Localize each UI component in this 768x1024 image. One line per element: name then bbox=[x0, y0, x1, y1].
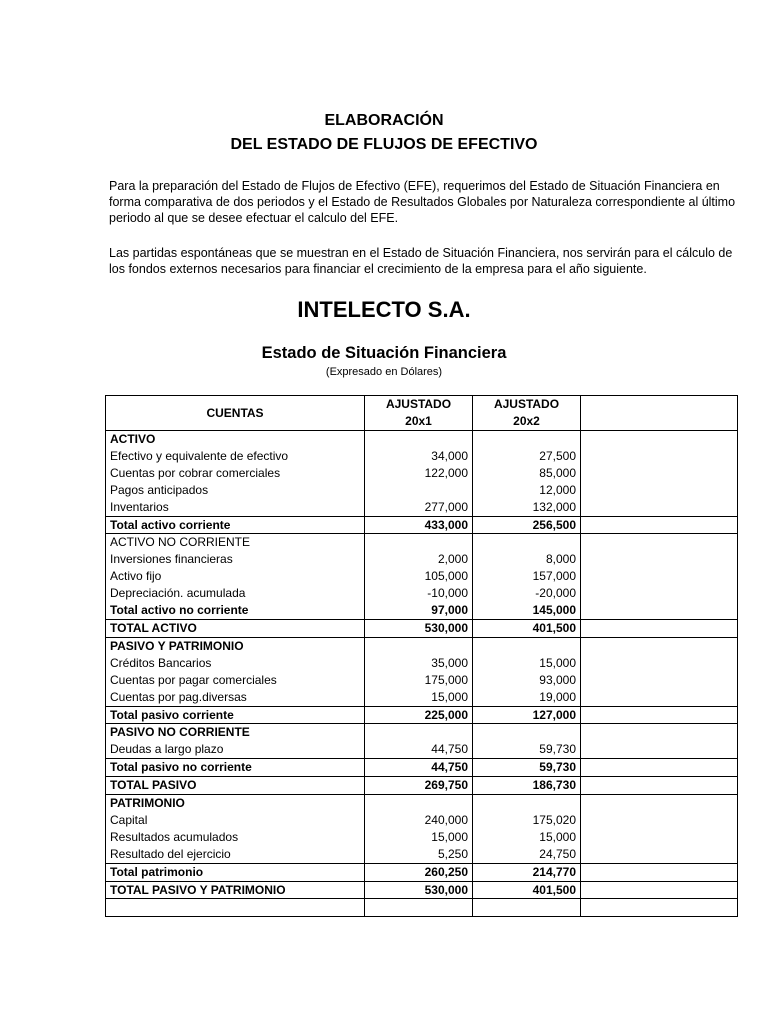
row-label: Total activo no corriente bbox=[106, 602, 365, 619]
row-label: Depreciación. acumulada bbox=[106, 585, 365, 602]
row-empty-cell bbox=[581, 431, 738, 448]
row-empty-cell bbox=[581, 881, 738, 899]
table-row bbox=[106, 759, 738, 777]
row-value-20x2: 186,730 bbox=[473, 777, 581, 795]
row-value-20x1 bbox=[365, 795, 473, 812]
row-label: PATRIMONIO bbox=[106, 795, 365, 812]
row-empty-cell bbox=[581, 741, 738, 758]
table-row bbox=[106, 619, 738, 637]
table-row bbox=[106, 568, 738, 585]
table-row bbox=[106, 863, 738, 881]
row-value-20x1: 433,000 bbox=[365, 516, 473, 534]
row-value-20x1: 105,000 bbox=[365, 568, 473, 585]
row-value-20x1 bbox=[365, 899, 473, 917]
row-label: ACTIVO NO CORRIENTE bbox=[106, 534, 365, 551]
row-value-20x2: 214,770 bbox=[473, 863, 581, 881]
row-label: Resultado del ejercicio bbox=[106, 846, 365, 863]
statement-subtitle: (Expresado en Dólares) bbox=[325, 366, 443, 378]
row-label: PASIVO Y PATRIMONIO bbox=[106, 637, 365, 654]
row-label: Deudas a largo plazo bbox=[106, 741, 365, 758]
row-value-20x2: 19,000 bbox=[473, 689, 581, 706]
company-name: INTELECTO S.A. bbox=[297, 297, 471, 322]
row-label: Total patrimonio bbox=[106, 863, 365, 881]
row-value-20x2: 8,000 bbox=[473, 551, 581, 568]
row-label bbox=[106, 899, 365, 917]
row-empty-cell bbox=[581, 551, 738, 568]
row-value-20x1: 122,000 bbox=[365, 465, 473, 482]
row-value-20x2: 401,500 bbox=[473, 881, 581, 899]
table-row bbox=[106, 741, 738, 758]
row-value-20x1 bbox=[365, 431, 473, 448]
balance-sheet-table-container bbox=[105, 395, 737, 901]
row-empty-cell bbox=[581, 585, 738, 602]
row-value-20x1: 240,000 bbox=[365, 812, 473, 829]
row-empty-cell bbox=[581, 516, 738, 534]
table-row bbox=[106, 689, 738, 706]
row-empty-cell bbox=[581, 899, 738, 917]
table-row bbox=[106, 499, 738, 516]
row-label: TOTAL PASIVO bbox=[106, 777, 365, 795]
table-row bbox=[106, 655, 738, 672]
table-header-row bbox=[106, 396, 738, 431]
header-cuentas: CUENTAS bbox=[106, 396, 365, 431]
intro-paragraph-1: Para la preparación del Estado de Flujos de Efectivo (EFE), requerimos del Estado de Situación Financiera en forma comparativa de dos periodos y el Estado de Resultados Globales por Naturaleza correspondiente al último periodo al que se desee efectuar el calculo del EFE. bbox=[109, 179, 736, 225]
row-value-20x1: 34,000 bbox=[365, 448, 473, 465]
row-value-20x2 bbox=[473, 724, 581, 741]
table-row bbox=[106, 777, 738, 795]
row-value-20x2 bbox=[473, 534, 581, 551]
row-value-20x1: 15,000 bbox=[365, 829, 473, 846]
table-row bbox=[106, 516, 738, 534]
row-value-20x2: 175,020 bbox=[473, 812, 581, 829]
header-col1-line2: 20x1 bbox=[405, 414, 432, 428]
row-empty-cell bbox=[581, 482, 738, 499]
row-empty-cell bbox=[581, 568, 738, 585]
intro-paragraph-2: Las partidas espontáneas que se muestran en el Estado de Situación Financiera, nos servirán para el cálculo de los fondos externos necesarios para financiar el crecimiento de la empresa para el año siguiente. bbox=[109, 246, 733, 276]
row-value-20x2 bbox=[473, 795, 581, 812]
table-row bbox=[106, 672, 738, 689]
row-label: Efectivo y equivalente de efectivo bbox=[106, 448, 365, 465]
row-value-20x1: -10,000 bbox=[365, 585, 473, 602]
row-value-20x2: 256,500 bbox=[473, 516, 581, 534]
table-row bbox=[106, 706, 738, 724]
row-empty-cell bbox=[581, 655, 738, 672]
document-title-line2: DEL ESTADO DE FLUJOS DE EFECTIVO bbox=[230, 136, 538, 153]
row-value-20x1: 269,750 bbox=[365, 777, 473, 795]
row-empty-cell bbox=[581, 499, 738, 516]
row-value-20x2: 24,750 bbox=[473, 846, 581, 863]
row-label: ACTIVO bbox=[106, 431, 365, 448]
row-value-20x2 bbox=[473, 431, 581, 448]
row-value-20x1 bbox=[365, 637, 473, 654]
table-row bbox=[106, 551, 738, 568]
row-label: Créditos Bancarios bbox=[106, 655, 365, 672]
row-empty-cell bbox=[581, 863, 738, 881]
row-value-20x2 bbox=[473, 637, 581, 654]
row-empty-cell bbox=[581, 846, 738, 863]
row-label: Cuentas por cobrar comerciales bbox=[106, 465, 365, 482]
row-empty-cell bbox=[581, 637, 738, 654]
row-value-20x1: 225,000 bbox=[365, 706, 473, 724]
table-row bbox=[106, 482, 738, 499]
table-row bbox=[106, 448, 738, 465]
row-empty-cell bbox=[581, 534, 738, 551]
row-value-20x1: 5,250 bbox=[365, 846, 473, 863]
row-value-20x1 bbox=[365, 482, 473, 499]
header-empty bbox=[581, 396, 738, 431]
row-value-20x1: 530,000 bbox=[365, 881, 473, 899]
table-row bbox=[106, 812, 738, 829]
table-row bbox=[106, 585, 738, 602]
row-value-20x1: 2,000 bbox=[365, 551, 473, 568]
row-value-20x2 bbox=[473, 899, 581, 917]
row-empty-cell bbox=[581, 706, 738, 724]
row-value-20x1: 44,750 bbox=[365, 741, 473, 758]
row-label: Pagos anticipados bbox=[106, 482, 365, 499]
row-value-20x2: 132,000 bbox=[473, 499, 581, 516]
row-empty-cell bbox=[581, 829, 738, 846]
table-body bbox=[106, 431, 738, 917]
row-value-20x2: 15,000 bbox=[473, 829, 581, 846]
row-value-20x2: 59,730 bbox=[473, 741, 581, 758]
row-label: Resultados acumulados bbox=[106, 829, 365, 846]
balance-sheet-table bbox=[105, 395, 738, 917]
table-row bbox=[106, 534, 738, 551]
row-label: TOTAL PASIVO Y PATRIMONIO bbox=[106, 881, 365, 899]
row-empty-cell bbox=[581, 465, 738, 482]
row-value-20x2: -20,000 bbox=[473, 585, 581, 602]
row-value-20x1 bbox=[365, 724, 473, 741]
row-label: Cuentas por pag.diversas bbox=[106, 689, 365, 706]
row-empty-cell bbox=[581, 448, 738, 465]
table-row bbox=[106, 724, 738, 741]
row-empty-cell bbox=[581, 602, 738, 619]
row-value-20x2: 145,000 bbox=[473, 602, 581, 619]
row-empty-cell bbox=[581, 689, 738, 706]
row-value-20x2: 59,730 bbox=[473, 759, 581, 777]
row-empty-cell bbox=[581, 724, 738, 741]
document-title-line1: ELABORACIÓN bbox=[324, 112, 444, 129]
row-value-20x1 bbox=[365, 534, 473, 551]
table-row bbox=[106, 795, 738, 812]
table-row bbox=[106, 846, 738, 863]
row-value-20x2: 12,000 bbox=[473, 482, 581, 499]
row-value-20x2: 93,000 bbox=[473, 672, 581, 689]
row-label: Inversiones financieras bbox=[106, 551, 365, 568]
statement-title: Estado de Situación Financiera bbox=[261, 344, 507, 362]
row-empty-cell bbox=[581, 795, 738, 812]
header-col2-line2: 20x2 bbox=[513, 414, 540, 428]
row-value-20x2: 157,000 bbox=[473, 568, 581, 585]
table-row bbox=[106, 899, 738, 917]
table-row bbox=[106, 881, 738, 899]
table-row bbox=[106, 829, 738, 846]
row-value-20x2: 27,500 bbox=[473, 448, 581, 465]
row-label: Total pasivo corriente bbox=[106, 706, 365, 724]
header-col2-line1: AJUSTADO bbox=[493, 397, 560, 411]
table-row bbox=[106, 602, 738, 619]
row-label: Capital bbox=[106, 812, 365, 829]
header-col1-line1: AJUSTADO bbox=[385, 397, 452, 411]
row-label: Activo fijo bbox=[106, 568, 365, 585]
row-value-20x2: 401,500 bbox=[473, 619, 581, 637]
table-row bbox=[106, 637, 738, 654]
row-label: Cuentas por pagar comerciales bbox=[106, 672, 365, 689]
row-value-20x2: 127,000 bbox=[473, 706, 581, 724]
table-row bbox=[106, 465, 738, 482]
row-value-20x1: 175,000 bbox=[365, 672, 473, 689]
row-value-20x1: 277,000 bbox=[365, 499, 473, 516]
row-label: Total pasivo no corriente bbox=[106, 759, 365, 777]
row-value-20x1: 97,000 bbox=[365, 602, 473, 619]
row-empty-cell bbox=[581, 777, 738, 795]
row-value-20x1: 530,000 bbox=[365, 619, 473, 637]
row-label: Inventarios bbox=[106, 499, 365, 516]
header-ajustado-20x1 bbox=[365, 396, 473, 431]
row-value-20x2: 85,000 bbox=[473, 465, 581, 482]
table-row bbox=[106, 431, 738, 448]
row-value-20x1: 44,750 bbox=[365, 759, 473, 777]
row-value-20x1: 260,250 bbox=[365, 863, 473, 881]
row-value-20x1: 35,000 bbox=[365, 655, 473, 672]
row-label: PASIVO NO CORRIENTE bbox=[106, 724, 365, 741]
header-ajustado-20x2 bbox=[473, 396, 581, 431]
row-empty-cell bbox=[581, 812, 738, 829]
row-label: TOTAL ACTIVO bbox=[106, 619, 365, 637]
row-value-20x2: 15,000 bbox=[473, 655, 581, 672]
row-empty-cell bbox=[581, 759, 738, 777]
row-empty-cell bbox=[581, 619, 738, 637]
row-value-20x1: 15,000 bbox=[365, 689, 473, 706]
row-label: Total activo corriente bbox=[106, 516, 365, 534]
row-empty-cell bbox=[581, 672, 738, 689]
